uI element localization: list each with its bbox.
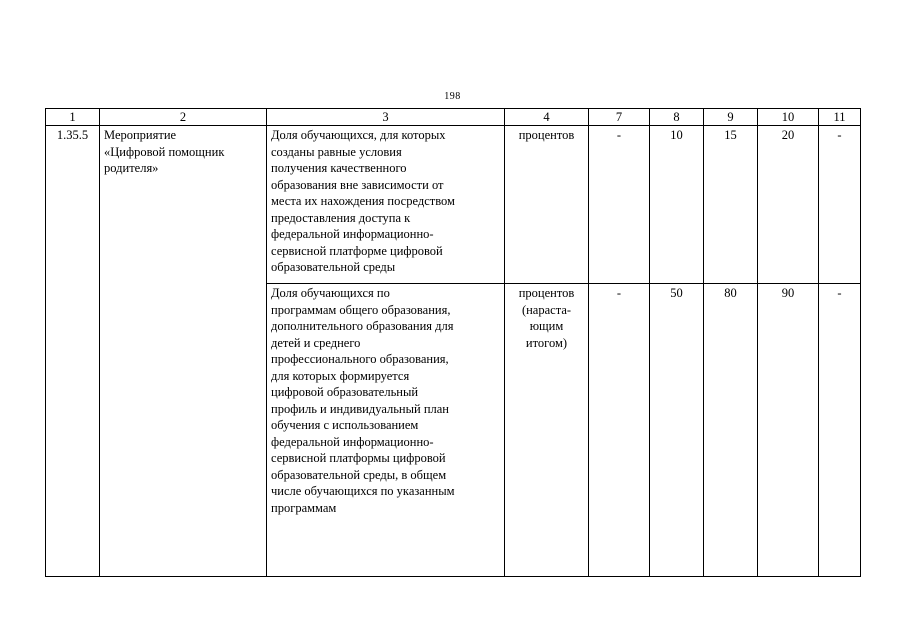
indicator-unit: процентов (нараста- ющим итогом) xyxy=(505,284,589,577)
header-cell: 2 xyxy=(100,109,267,126)
header-cell: 10 xyxy=(758,109,819,126)
header-cell: 11 xyxy=(819,109,861,126)
page-number: 198 xyxy=(444,91,461,102)
value-col-9: 15 xyxy=(704,126,758,284)
value-col-11: - xyxy=(819,126,861,284)
indicator-unit: процентов xyxy=(505,126,589,284)
value-col-10: 20 xyxy=(758,126,819,284)
indicator-name: Доля обучающихся, для которых созданы равные условия получения качественного образования вне зависимости от места их нахождения посредством предоставления доступа к федеральной информационно- сервисной платформе цифровой образовательной среды xyxy=(267,126,505,284)
header-cell: 3 xyxy=(267,109,505,126)
activity-name: Мероприятие «Цифровой помощник родителя» xyxy=(100,126,267,577)
value-col-11: - xyxy=(819,284,861,577)
row-code: 1.35.5 xyxy=(46,126,100,577)
header-cell: 4 xyxy=(505,109,589,126)
value-col-9: 80 xyxy=(704,284,758,577)
table-row xyxy=(46,126,861,284)
header-row xyxy=(46,109,861,126)
header-cell: 9 xyxy=(704,109,758,126)
indicators-table xyxy=(45,108,861,577)
value-col-7: - xyxy=(589,284,650,577)
header-cell: 8 xyxy=(650,109,704,126)
value-col-7: - xyxy=(589,126,650,284)
header-cell: 7 xyxy=(589,109,650,126)
value-col-10: 90 xyxy=(758,284,819,577)
header-cell: 1 xyxy=(46,109,100,126)
value-col-8: 50 xyxy=(650,284,704,577)
indicator-name: Доля обучающихся по программам общего образования, дополнительного образования для детей и среднего профессионального образования, для которых формируется цифровой образовательный профиль и индивидуальный план обучения с использованием федеральной информационно- сервисной платформы цифровой образовательной среды, в общем числе обучающихся по указанным программам xyxy=(267,284,505,577)
value-col-8: 10 xyxy=(650,126,704,284)
